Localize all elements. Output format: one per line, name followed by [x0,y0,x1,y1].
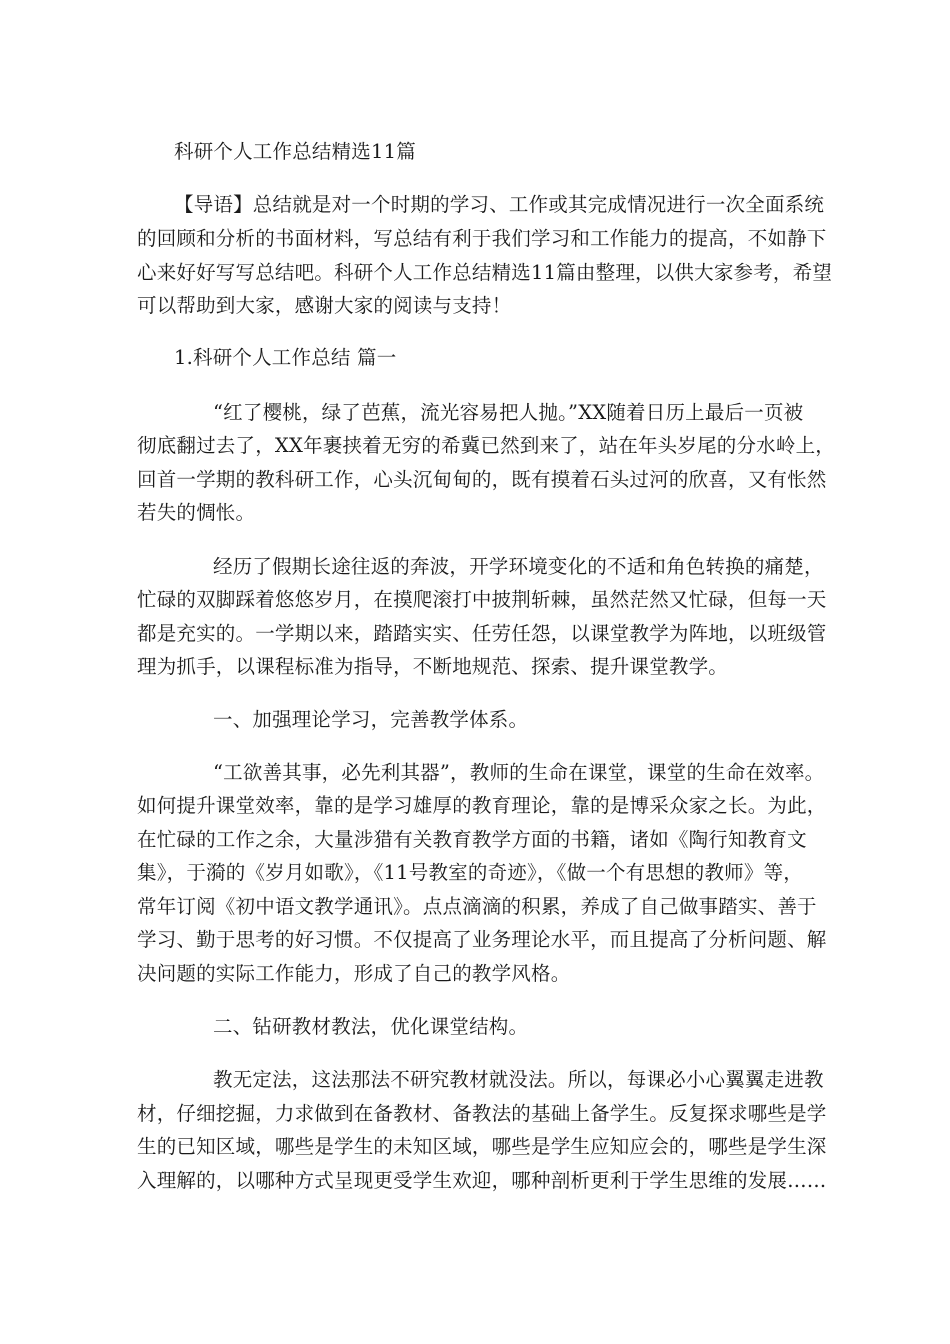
para3-line-7: 决问题的实际工作能力，形成了自己的教学风格。 [137,962,571,985]
para2-line-4: 理为抓手，以课程标准为指导，不断地规范、探索、提升课堂教学。 [137,655,729,678]
para4-line-3: 生的已知区域，哪些是学生的未知区域，哪些是学生应知应会的，哪些是学生深 [137,1135,827,1158]
para3-line-1: “工欲善其事，必先利其器”，教师的生命在课堂，课堂的生命在效率。 [213,761,825,784]
para3-line-6: 学习、勤于思考的好习惯。不仅提高了业务理论水平，而且提高了分析问题、解 [137,928,827,951]
para1-line-4: 若失的惆怅。 [137,501,256,524]
para3-line-4: 集》，于漪的《岁月如歌》，《11号教室的奇迹》，《做一个有思想的教师》等， [137,861,803,884]
subheading-b: 二、钻研教材教法，优化课堂结构。 [213,1015,529,1038]
para3-line-3: 在忙碌的工作之余，大量涉猎有关教育教学方面的书籍，诸如《陶行知教育文 [137,828,807,851]
para3-line-2: 如何提升课堂效率，靠的是学习雄厚的教育理论，靠的是博采众家之长。为此， [137,794,827,817]
para1-line-2: 彻底翻过去了，XX年裹挟着无穷的希冀已然到来了，站在年头岁尾的分水岭上， [137,434,835,457]
para1-line-1: “红了樱桃，绿了芭蕉，流光容易把人抛。”XX随着日历上最后一页被 [213,401,804,424]
intro-line-1: 【导语】总结就是对一个时期的学习、工作或其完成情况进行一次全面系统 [174,193,825,216]
para4-line-1: 教无定法，这法那法不研究教材就没法。所以，每课必小心翼翼走进教 [213,1068,824,1091]
intro-line-2: 的回顾和分析的书面材料，写总结有利于我们学习和工作能力的提高，不如静下 [137,227,827,250]
section-heading: 1.科研个人工作总结 篇一 [174,346,397,369]
subheading-a: 一、加强理论学习，完善教学体系。 [213,708,529,731]
para4-line-2: 材，仔细挖掘，力求做到在备教材、备教法的基础上备学生。反复探求哪些是学 [137,1102,827,1125]
para2-line-2: 忙碌的双脚踩着悠悠岁月，在摸爬滚打中披荆斩棘，虽然茫然又忙碌，但每一天 [137,588,827,611]
para2-line-3: 都是充实的。一学期以来，踏踏实实、任劳任怨，以课堂教学为阵地，以班级管 [137,622,827,645]
document-title: 科研个人工作总结精选11篇 [174,140,416,163]
intro-line-3: 心来好好写写总结吧。科研个人工作总结精选11篇由整理，以供大家参考，希望 [137,261,833,284]
para3-line-5: 常年订阅《初中语文教学通讯》。点点滴滴的积累，养成了自己做事踏实、善于 [137,895,817,918]
intro-line-4: 可以帮助到大家，感谢大家的阅读与支持！ [137,294,512,317]
para4-line-4: 入理解的，以哪种方式呈现更受学生欢迎，哪种剖析更利于学生思维的发展…… [137,1169,827,1192]
para1-line-3: 回首一学期的教科研工作，心头沉甸甸的，既有摸着石头过河的欣喜，又有怅然 [137,468,827,491]
para2-line-1: 经历了假期长途往返的奔波，开学环境变化的不适和角色转换的痛楚， [213,555,824,578]
